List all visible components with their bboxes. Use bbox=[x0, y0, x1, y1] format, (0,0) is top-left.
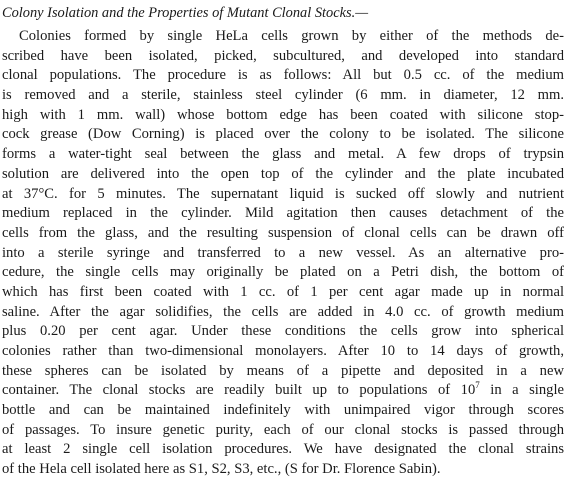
text-line: cock grease (Dow Corning) is placed over the colony to be isolated. The silicone bbox=[2, 126, 564, 143]
body-paragraph bbox=[2, 27, 564, 480]
text-line: which has first been coated with 1 cc. of 1 per cent agar made up in normal bbox=[2, 283, 564, 300]
text-line: these spheres can be isolated by means of a pipette and deposited in a new bbox=[2, 362, 564, 379]
text-line-start: container. The clonal stocks are readily built up to populations of 10 bbox=[2, 382, 476, 399]
text-line-end: in a single bbox=[479, 382, 564, 399]
text-line: of passages. To insure genetic purity, each of our clonal stocks is passed through bbox=[2, 421, 564, 438]
text-line: medium replaced in the cylinder. Mild agitation then causes detachment of the bbox=[2, 205, 564, 222]
text-line: plus 0.20 per cent agar. Under these conditions the cells grow into spherical bbox=[2, 323, 564, 340]
text-line: at 37°C. for 5 minutes. The supernatant liquid is sucked off slowly and nutrient bbox=[2, 185, 564, 202]
text-line: of the Hela cell isolated here as S1, S2, S3, etc., (S for Dr. Florence Sabin). bbox=[2, 461, 441, 478]
text-line: colonies rather than two-dimensional monolayers. After 10 to 14 days of growth, bbox=[2, 343, 564, 359]
text-line: scribed have been isolated, picked, subcultured, and developed into standard bbox=[2, 47, 564, 64]
text-line: into a sterile syringe and transferred to a new vessel. As an alternative pro- bbox=[2, 244, 564, 261]
section-heading: Colony Isolation and the Properties of Mutant Clonal Stocks.— bbox=[2, 5, 369, 21]
text-line: forms a water-tight seal between the glass and metal. A few drops of trypsin bbox=[2, 146, 564, 163]
text-line: solution are delivered into the open top of the cylinder and the plate incubated bbox=[2, 165, 564, 182]
text-line: Colonies formed by single HeLa cells grown by either of the methods de- bbox=[19, 28, 564, 44]
document-page bbox=[2, 0, 564, 480]
text-line-with-superscript bbox=[2, 381, 564, 401]
exponent-superscript: 7 bbox=[475, 380, 480, 391]
text-line: at least 2 single cell isolation procedures. We have designated the clonal strains bbox=[2, 441, 564, 458]
text-line: cells from the glass, and the resulting suspension of clonal cells can be drawn off bbox=[2, 224, 564, 241]
text-line: is removed and a sterile, stainless steel cylinder (6 mm. in diameter, 12 mm. bbox=[2, 87, 564, 104]
text-line: clonal populations. The procedure is as follows: All but 0.5 cc. of the medium bbox=[2, 67, 564, 84]
text-line: cedure, the single cells may originally be plated on a Petri dish, the bottom of bbox=[2, 264, 564, 281]
text-line: saline. After the agar solidifies, the cells are added in 4.0 cc. of growth medium bbox=[2, 303, 564, 320]
text-line: bottle and can be maintained indefinitely with unimpaired vigor through scores bbox=[2, 402, 564, 419]
text-line: high with 1 mm. wall) whose bottom edge has been coated with silicone stop- bbox=[2, 106, 564, 123]
